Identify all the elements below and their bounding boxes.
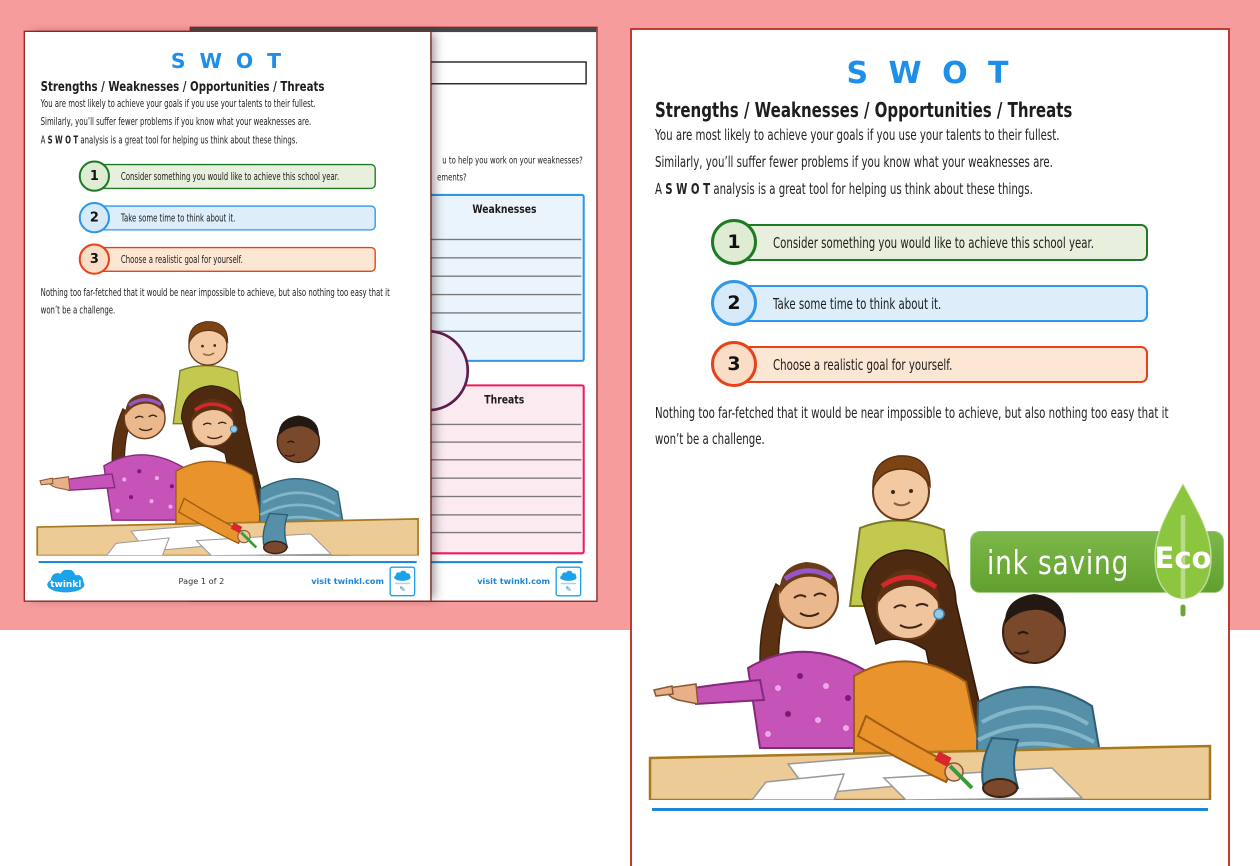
step-3-label: Choose a realistic goal for yourself. <box>773 355 953 374</box>
writing-line <box>430 294 581 295</box>
twinkl-logo <box>40 570 92 593</box>
threats-box <box>424 384 585 554</box>
writing-line <box>430 532 581 533</box>
step-1-label: Consider something you would like to achieve this school year. <box>120 170 340 183</box>
step-3-box <box>88 247 376 272</box>
students-illustration <box>648 436 1212 800</box>
step-3-number: 3 <box>711 341 757 387</box>
writing-line <box>430 424 581 425</box>
footer-divider <box>652 808 1208 811</box>
intro-line-2: Similarly, you’ll suffer fewer problems if you know what your weaknesses are. <box>40 115 312 128</box>
step-2-number: 2 <box>79 202 110 233</box>
step-2 <box>79 202 376 234</box>
worksheet-page-1 <box>25 32 430 600</box>
worksheet-page-1-enlarged <box>632 30 1228 866</box>
step-3-label: Choose a realistic goal for yourself. <box>120 253 243 266</box>
step-2-box <box>88 205 376 230</box>
step-1-number: 1 <box>711 219 757 265</box>
writing-line <box>430 441 581 442</box>
weaknesses-label: Weaknesses <box>472 202 537 217</box>
page-title: S W O T <box>170 49 285 74</box>
pencil-icon: ✎ <box>399 584 406 594</box>
note-text: Nothing too far-fetched that it would be near impossible to achieve, but also nothing too easy that it won’t be a challenge. <box>40 286 390 317</box>
page-title: S W O T <box>846 56 1014 91</box>
writing-line <box>430 477 581 478</box>
page-subtitle: Strengths / Weaknesses / Opportunities / Threats <box>655 98 1073 122</box>
step-2-label: Take some time to think about it. <box>120 211 236 225</box>
threats-label: Threats <box>484 393 525 407</box>
twinkl-cloud-icon <box>394 570 412 581</box>
visit-twinkl-link: visit twinkl.com <box>477 576 551 587</box>
step-2-label: Take some time to think about it. <box>773 294 942 313</box>
page-subtitle: Strengths / Weaknesses / Opportunities / Threats <box>40 78 325 95</box>
step-1-number: 1 <box>79 161 110 192</box>
step-1-box <box>88 164 376 189</box>
intro-line-3: A S W O T analysis is a great tool for helping us think about these things. <box>655 180 1033 198</box>
writing-line <box>430 276 581 277</box>
visit-twinkl-link: visit twinkl.com <box>311 576 385 587</box>
twinkl-quality-badge <box>555 567 581 597</box>
page-number-label: Page 1 of 2 <box>178 576 225 587</box>
ink-saving-label: ink saving <box>987 542 1130 582</box>
step-3-number: 3 <box>79 243 110 274</box>
footer-divider <box>39 561 417 563</box>
writing-line <box>430 257 581 258</box>
step-3 <box>79 243 376 275</box>
question-fragment-top: u to help you work on your weaknesses? <box>442 155 583 167</box>
writing-line <box>430 496 581 497</box>
writing-line <box>430 514 581 515</box>
twinkl-quality-badge <box>389 566 415 596</box>
question-fragment-bottom: ements? <box>437 172 467 184</box>
pencil-icon: ✎ <box>565 584 572 594</box>
step-1 <box>79 161 376 193</box>
step-2-number: 2 <box>711 280 757 326</box>
step-3-box <box>725 346 1148 383</box>
step-1-box <box>725 224 1148 261</box>
step-3 <box>711 341 1148 388</box>
note-text: Nothing too far-fetched that it would be near impossible to achieve, but also nothing too easy that it won’t be a challenge. <box>655 404 1169 449</box>
step-2-box <box>725 285 1148 322</box>
step-1 <box>711 219 1148 266</box>
intro-line-2: Similarly, you’ll suffer fewer problems if you know what your weaknesses are. <box>655 153 1053 171</box>
writing-line <box>430 331 581 332</box>
svg-text:twinkl: twinkl <box>50 580 82 591</box>
writing-line <box>430 239 581 240</box>
writing-line <box>430 459 581 460</box>
intro-line-1: You are most likely to achieve your goals if you use your talents to their fullest. <box>655 126 1060 144</box>
intro-line-1: You are most likely to achieve your goals if you use your talents to their fullest. <box>40 97 316 110</box>
eco-label: Eco <box>1154 541 1212 575</box>
step-1-label: Consider something you would like to achieve this school year. <box>773 233 1095 252</box>
step-2 <box>711 280 1148 327</box>
students-illustration <box>36 308 420 556</box>
writing-line <box>430 312 581 313</box>
twinkl-cloud-icon <box>560 570 578 581</box>
intro-line-3: A S W O T analysis is a great tool for helping us think about these things. <box>40 134 298 147</box>
